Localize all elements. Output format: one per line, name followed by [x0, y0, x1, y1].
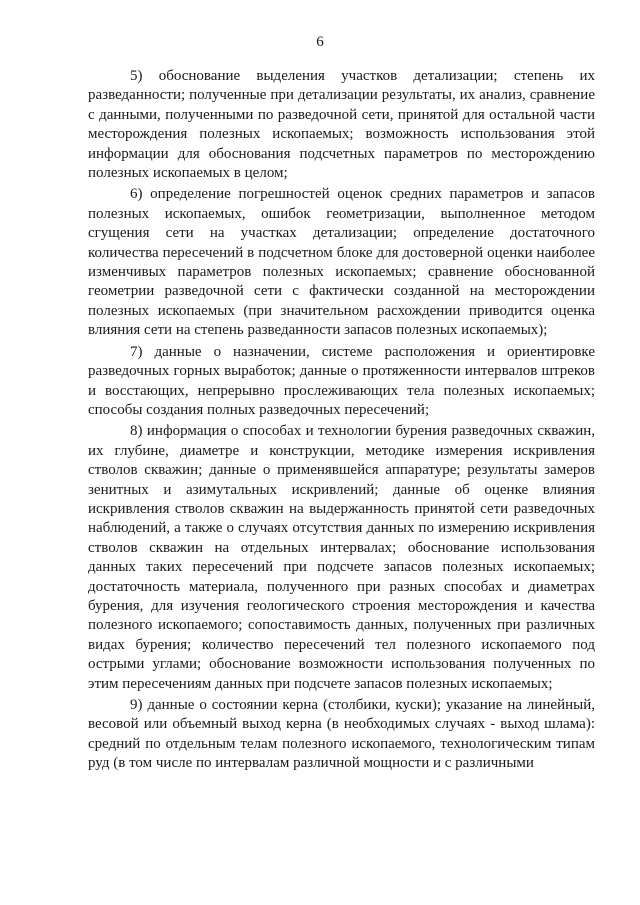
paragraph-item-8: 8) информация о способах и технологии бурения разведочных скважин, их глубине, диаметре и конструкции, методике измерения искривления стволов скважин; данные о применявшейся аппаратуре; результаты замеров зенитных и азимутальных искривлений; данные об оценке влияния искривления стволов скважин на выдержанность принятой сети разведочных наблюдений, а также о случаях отсутствия данных по измерению искривления стволов скважин на отдельных интервалах; обоснование использования данных таких пересечений при подсчете запасов полезных ископаемых; достаточность материала, полученного при разных способах и диаметрах бурения, для изучения геологического строения месторождения и качества полезного ископаемого; сопоставимость данных, полученных при различных видах бурения; количество пересечений тел полезного ископаемого под острыми углами; обоснование возможности использования полученных по этим пересечениям данных при подсчете запасов полезных ископаемых;: [88, 423, 595, 692]
document-body: [88, 67, 595, 776]
paragraph-item-5: 5) обоснование выделения участков детализации; степень их разведанности; полученные при детализации результаты, их анализ, сравнение с данными, полученными по разведочной сети, принятой для остальной части месторождения полезных ископаемых; возможность использования этой информации для обоснования подсчетных параметров по месторождению полезных ископаемых в целом;: [88, 68, 595, 182]
paragraph-item-9: 9) данные о состоянии керна (столбики, куски); указание на линейный, весовой или объемный выход керна (в необходимых случаях - выход шлама): средний по отдельным телам полезного ископаемого, технологическим типам руд (в том числе по интервалам различной мощности и с различными: [88, 697, 595, 772]
paragraph-item-6: 6) определение погрешностей оценок средних параметров и запасов полезных ископаемых, ошибок геометризации, выполненное методом сгущения сети на участках детализации; определение достаточного количества пересечений в подсчетном блоке для достоверной оценки наиболее изменчивых параметров полезных ископаемых; сравнение обоснованной геометрии разведочной сети с фактически созданной на месторождении полезных ископаемых (при значительном расхождении приводится оценка влияния сети на степень разведанности запасов полезных ископаемых);: [88, 186, 595, 339]
paragraph-item-7: 7) данные о назначении, системе расположения и ориентировке разведочных горных выработок; данные о протяженности интервалов штреков и восстающих, непрерывно прослеживающих тела полезных ископаемых; способы создания полных разведочных пересечений;: [88, 343, 595, 418]
page-number: 6: [316, 34, 324, 50]
